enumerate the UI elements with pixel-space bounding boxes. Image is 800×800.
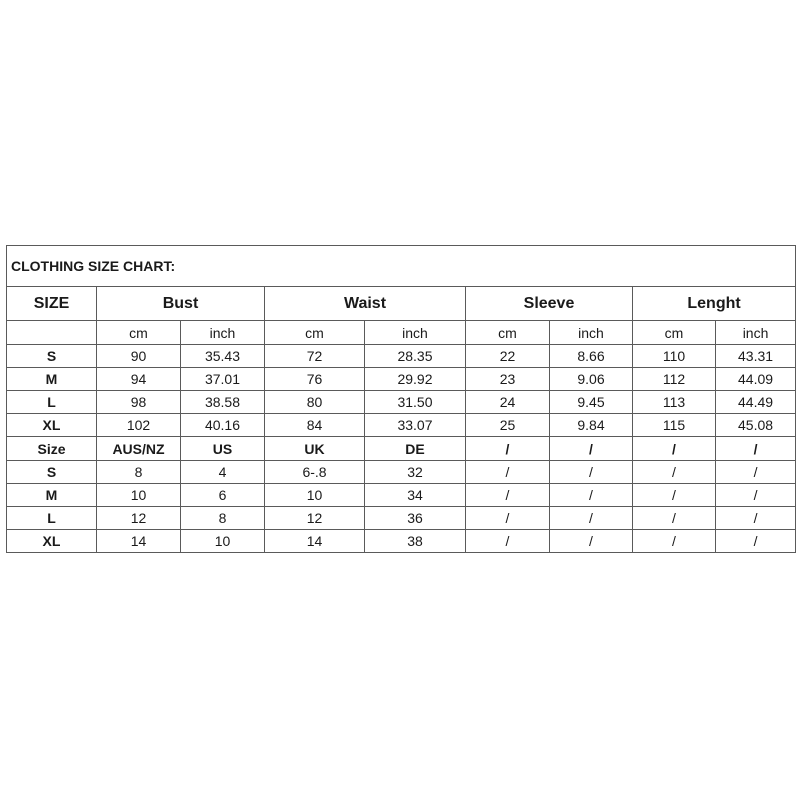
value-cell: 94 (97, 368, 181, 391)
value-cell: 6 (181, 484, 265, 507)
value-cell: / (633, 461, 716, 484)
value-cell: 84 (265, 414, 365, 437)
value-cell: 36 (365, 507, 466, 530)
size-header: SIZE (7, 287, 97, 321)
value-cell: 9.06 (550, 368, 633, 391)
value-cell: US (181, 437, 265, 461)
value-cell: 31.50 (365, 391, 466, 414)
value-cell: / (466, 461, 550, 484)
value-cell: / (633, 530, 716, 553)
value-cell: 44.49 (716, 391, 796, 414)
conversion-row (7, 461, 796, 484)
sleeve-header: Sleeve (466, 287, 633, 321)
unit-cell: cm (97, 321, 181, 345)
value-cell: 8 (97, 461, 181, 484)
length-header: Lenght (633, 287, 796, 321)
size-cell: M (7, 484, 97, 507)
value-cell: 6-.8 (265, 461, 365, 484)
value-cell: / (716, 530, 796, 553)
value-cell: 34 (365, 484, 466, 507)
value-cell: 14 (265, 530, 365, 553)
value-cell: / (550, 484, 633, 507)
value-cell: / (716, 507, 796, 530)
title-row (7, 246, 796, 287)
value-cell: / (466, 484, 550, 507)
conversion-row (7, 507, 796, 530)
value-cell: / (550, 437, 633, 461)
value-cell: / (716, 437, 796, 461)
value-cell: AUS/NZ (97, 437, 181, 461)
value-cell: / (633, 437, 716, 461)
value-cell: 10 (265, 484, 365, 507)
value-cell: 72 (265, 345, 365, 368)
value-cell: 38 (365, 530, 466, 553)
conversion-row (7, 530, 796, 553)
size-cell: L (7, 507, 97, 530)
value-cell: 10 (97, 484, 181, 507)
value-cell: / (550, 530, 633, 553)
value-cell: 90 (97, 345, 181, 368)
value-cell: 102 (97, 414, 181, 437)
size-cell: S (7, 461, 97, 484)
size-cell: M (7, 368, 97, 391)
measurement-row (7, 391, 796, 414)
value-cell: 32 (365, 461, 466, 484)
unit-cell: inch (181, 321, 265, 345)
value-cell: 112 (633, 368, 716, 391)
value-cell: 113 (633, 391, 716, 414)
value-cell: 23 (466, 368, 550, 391)
value-cell: 37.01 (181, 368, 265, 391)
measurement-row (7, 414, 796, 437)
measurement-row (7, 368, 796, 391)
value-cell: 110 (633, 345, 716, 368)
value-cell: 9.84 (550, 414, 633, 437)
size-cell: Size (7, 437, 97, 461)
size-chart (6, 245, 795, 553)
value-cell: 33.07 (365, 414, 466, 437)
value-cell: 22 (466, 345, 550, 368)
value-cell: / (466, 507, 550, 530)
value-cell: 40.16 (181, 414, 265, 437)
value-cell: 29.92 (365, 368, 466, 391)
value-cell: / (550, 461, 633, 484)
value-cell: / (633, 507, 716, 530)
value-cell: 38.58 (181, 391, 265, 414)
value-cell: 8 (181, 507, 265, 530)
value-cell: / (550, 507, 633, 530)
value-cell: 76 (265, 368, 365, 391)
value-cell: 35.43 (181, 345, 265, 368)
value-cell: 4 (181, 461, 265, 484)
value-cell: 8.66 (550, 345, 633, 368)
unit-cell: inch (716, 321, 796, 345)
value-cell: 44.09 (716, 368, 796, 391)
size-chart-table (6, 245, 796, 553)
value-cell: 9.45 (550, 391, 633, 414)
unit-cell: inch (365, 321, 466, 345)
measurement-row (7, 345, 796, 368)
value-cell: 12 (97, 507, 181, 530)
value-cell: / (716, 484, 796, 507)
value-cell: UK (265, 437, 365, 461)
unit-cell: inch (550, 321, 633, 345)
value-cell: 25 (466, 414, 550, 437)
value-cell: 98 (97, 391, 181, 414)
value-cell: / (466, 437, 550, 461)
conversion-row (7, 484, 796, 507)
value-cell: 43.31 (716, 345, 796, 368)
unit-cell: cm (633, 321, 716, 345)
value-cell: 115 (633, 414, 716, 437)
value-cell: 24 (466, 391, 550, 414)
waist-header: Waist (265, 287, 466, 321)
value-cell: 80 (265, 391, 365, 414)
header-row (7, 287, 796, 321)
unit-row (7, 321, 796, 345)
value-cell: / (466, 530, 550, 553)
value-cell: / (633, 484, 716, 507)
size-cell: L (7, 391, 97, 414)
conversion-header-row (7, 437, 796, 461)
value-cell: / (716, 461, 796, 484)
value-cell: 10 (181, 530, 265, 553)
unit-cell: cm (265, 321, 365, 345)
value-cell: 14 (97, 530, 181, 553)
value-cell: DE (365, 437, 466, 461)
value-cell: 12 (265, 507, 365, 530)
size-cell: S (7, 345, 97, 368)
size-cell: XL (7, 414, 97, 437)
unit-cell: cm (466, 321, 550, 345)
size-cell: XL (7, 530, 97, 553)
chart-title: CLOTHING SIZE CHART: (7, 246, 796, 287)
value-cell: 45.08 (716, 414, 796, 437)
value-cell: 28.35 (365, 345, 466, 368)
bust-header: Bust (97, 287, 265, 321)
unit-blank-cell (7, 321, 97, 345)
